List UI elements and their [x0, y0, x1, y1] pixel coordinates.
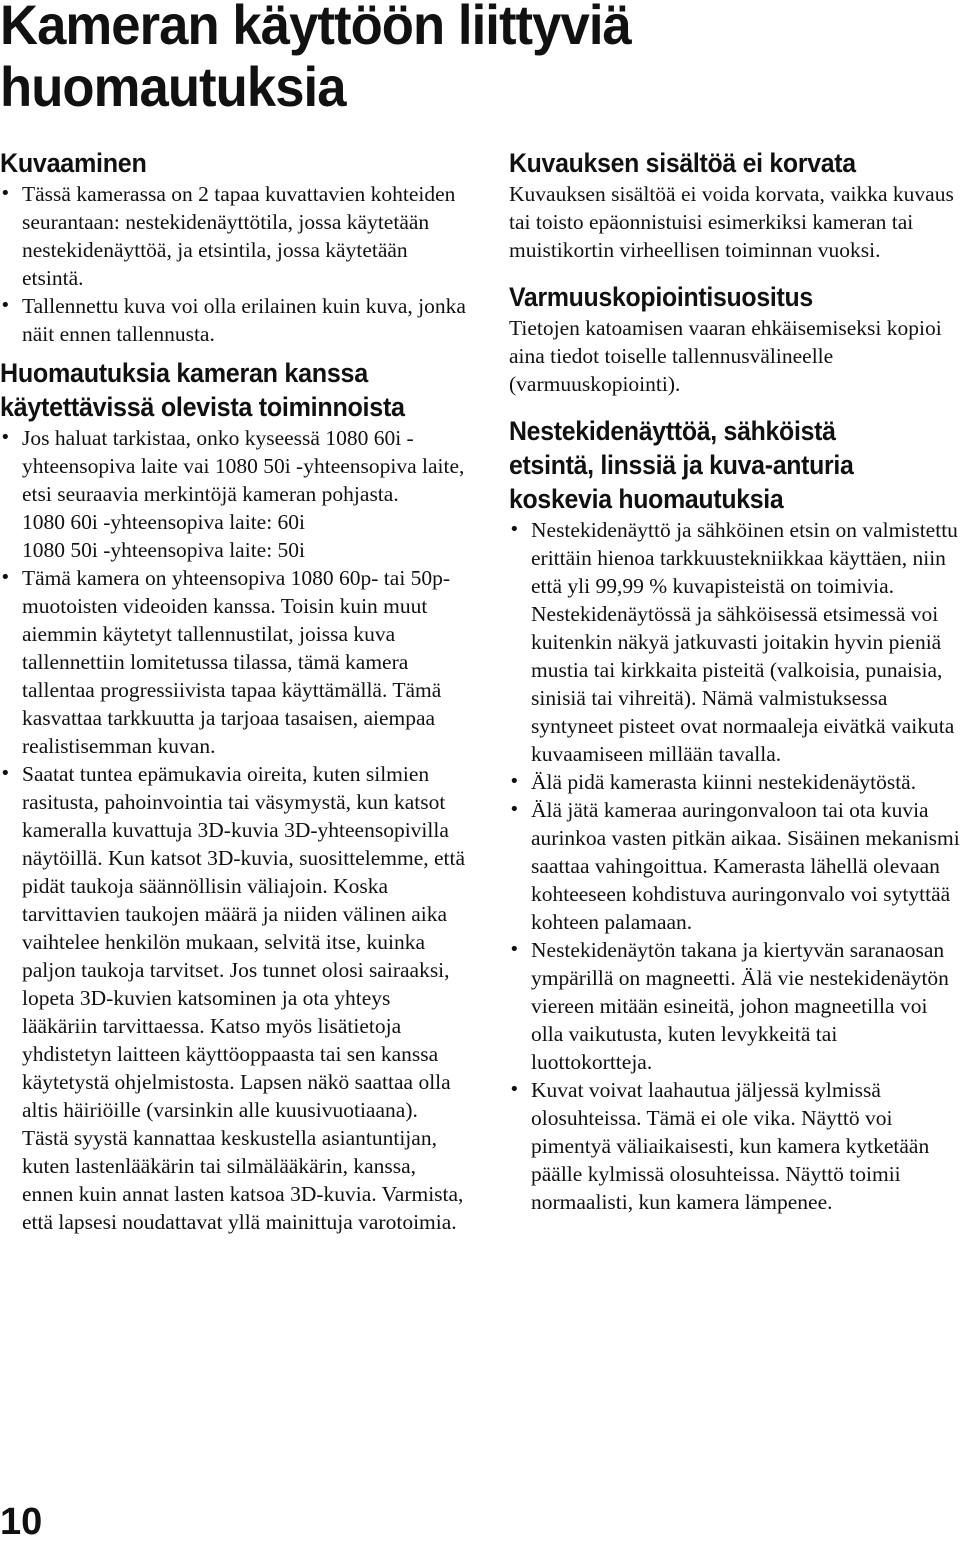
list-item: • Saatat tuntea epämukavia oireita, kuten silmien rasitusta, pahoinvointia tai väsymystä, kun katsot kameralla kuvattuja 3D-kuvia 3D-yhteensopivilla näytöillä. Kun katsot 3D-kuvia, suosittelemme, että pidät taukoja säännöllisin väliajoin. Koska tarvittavien taukojen määrä ja niiden välinen aika vaihtelee henkilön mukaan, selvitä itse, kuinka paljon taukoja tarvitset. Jos tunnet olosi sairaaksi, lopeta 3D-kuvien katsominen ja ota yhteys lääkäriin tarvittaessa. Katso myös lisätietoja yhdistetyn laitteen käyttöoppaasta tai sen kanssa käytetystä ohjelmistosta. Lapsen näkö saattaa olla altis häiriöille (varsinkin alle kuusivuotiaana). Tästä syystä kannattaa keskustella asiantuntijan, kuten lastenlääkärin tai silmälääkärin, kanssa, ennen kuin annat lasten katsoa 3D-kuvia. Varmista, että lapsesi noudattavat yllä mainittuja varotoimia.: [0, 760, 468, 1236]
list-item: • Kuvat voivat laahautua jäljessä kylmissä olosuhteissa. Tämä ei ole vika. Näyttö voi pimentyä väliaikaisesti, kun kamera kytketään päälle kylmissä olosuhteissa. Näyttö toimii normaalisti, kun kamera lämpenee.: [509, 1076, 960, 1216]
list-item-text: Jos haluat tarkistaa, onko kyseessä 1080 60i -yhteensopiva laite vai 1080 50i -yhteensopiva laite, etsi seuraavia merkintöjä kameran pohjasta.: [22, 426, 465, 506]
list-item: • Tässä kamerassa on 2 tapaa kuvattavien kohteiden seurantaan: nestekidenäyttötila, jossa käytetään nestekidenäyttöä, ja etsintila, jossa käytetään etsintä.: [0, 180, 468, 292]
left-column: [0, 146, 468, 1236]
list-item: • Tallennettu kuva voi olla erilainen kuin kuva, jonka näit ennen tallennusta.: [0, 292, 468, 348]
page-number: 10: [0, 1501, 43, 1543]
backup-text: Tietojen katoamisen vaaran ehkäisemiseksi kopioi aina tiedot toiselle tallennusvälineelle (varmuuskopiointi).: [509, 316, 942, 396]
marking-60i: 1080 60i -yhteensopiva laite: 60i: [22, 510, 306, 534]
section-heading-kuvaaminen: Kuvaaminen: [0, 148, 147, 178]
section-heading-lcd: Nestekidenäyttöä, sähköistä etsintä, linssiä ja kuva-anturia koskevia huomautuksia: [509, 416, 854, 514]
list-item: • Älä jätä kameraa auringonvaloon tai ota kuvia aurinkoa vasten pitkän aikaa. Sisäinen mekanismi saattaa vahingoittua. Kamerasta lähellä olevaan kohteeseen kohdistuva auringonvalo voi sytyttää kohteen palamaan.: [509, 796, 960, 936]
list-item: • Nestekidenäytön takana ja kiertyvän saranaosan ympärillä on magneetti. Älä vie nestekidenäytön viereen mitään esineitä, johon magneetilla voi olla vaikutusta, kuten levykkeitä tai luottokortteja.: [509, 936, 960, 1076]
lcd-list: [509, 516, 960, 1216]
section-heading-backup: Varmuuskopiointisuositus: [509, 282, 813, 312]
no-compensation-text: Kuvauksen sisältöä ei voida korvata, vaikka kuvaus tai toisto epäonnistuisi esimerkiksi kameran tai muistikortin virheellisen toiminnan vuoksi.: [509, 182, 954, 262]
kuvaaminen-list: [0, 180, 468, 348]
functions-list-2: [0, 564, 468, 1236]
functions-list: [0, 424, 468, 508]
section-heading-functions: Huomautuksia kameran kanssa käytettävissä olevista toiminnoista: [0, 358, 405, 422]
list-item: • Tämä kamera on yhteensopiva 1080 60p- tai 50p-muotoisten videoiden kanssa. Toisin kuin muut aiemmin käytetyt tallennustilat, joissa kuva tallennettiin lomitetussa tilassa, tämä kamera tallentaa progressiivista tapaa käyttämällä. Tämä kasvattaa tarkkuutta ja tarjoaa tasaisen, aiempaa realistisemman kuvan.: [0, 564, 468, 760]
list-item: • Nestekidenäyttö ja sähköinen etsin on valmistettu erittäin hienoa tarkkuustekniikkaa käyttäen, niin että yli 99,99 % kuvapisteistä on toimivia. Nestekidenäytössä ja sähköisessä etsimessä voi kuitenkin näkyä jatkuvasti joitakin hyvin pieniä mustia tai kirkkaita pisteitä (valkoisia, punaisia, sinisiä tai vihreitä). Nämä valmistuksessa syntyneet pisteet ovat normaaleja eivätkä vaikuta kuvaamiseen millään tavalla.: [509, 516, 960, 768]
right-column: [509, 146, 960, 1216]
section-heading-no-compensation: Kuvauksen sisältöä ei korvata: [509, 148, 856, 178]
marking-50i: 1080 50i -yhteensopiva laite: 50i: [22, 538, 306, 562]
page-title: Kameran käyttöön liittyviä huomautuksia: [0, 0, 631, 118]
list-item: • Älä pidä kamerasta kiinni nestekidenäytöstä.: [509, 768, 960, 796]
list-item: [0, 424, 468, 508]
